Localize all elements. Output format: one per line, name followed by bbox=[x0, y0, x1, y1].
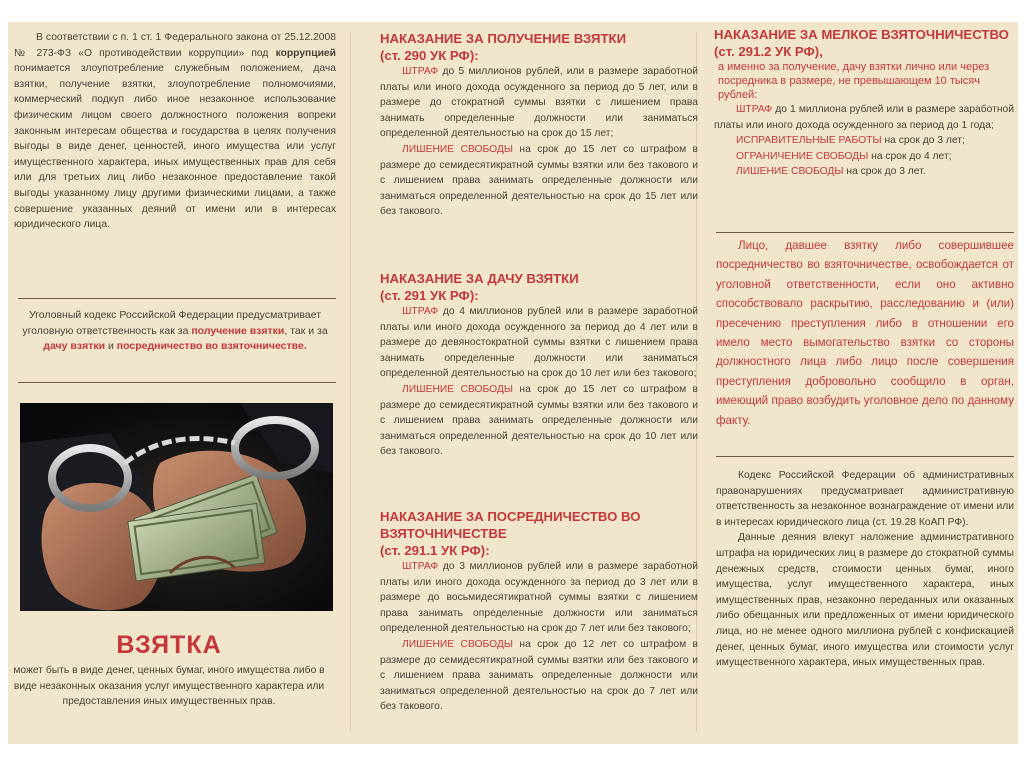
text-run: Уголовный кодекс Российской Федерации предусматривает уголовную ответственность как за bbox=[22, 309, 322, 337]
penalty-paragraph bbox=[380, 559, 698, 637]
divider-line bbox=[18, 382, 336, 383]
emphasis-text: посредничество во взяточничестве. bbox=[116, 340, 307, 353]
leaflet-sheet bbox=[8, 22, 1018, 744]
emphasis-text: ШТРАФ bbox=[402, 561, 439, 572]
penalty-line bbox=[714, 149, 1014, 165]
penalty-paragraph bbox=[714, 102, 1014, 133]
section-giving-bribe bbox=[380, 270, 698, 460]
emphasis-text: ОГРАНИЧЕНИЕ СВОБОДЫ bbox=[736, 150, 869, 162]
section-mediation bbox=[380, 508, 698, 715]
text-run: до 5 миллионов рублей, или в размере заработной платы или иного дохода осужденного за период до 5 лет, или в размере до стократной суммы взятки с лишением права занимать определенные должности или заниматься определенной деятельностью на срок до 15 лет; bbox=[380, 66, 698, 140]
emphasis-text: ИСПРАВИТЕЛЬНЫЕ РАБОТЫ bbox=[736, 135, 882, 147]
divider-line bbox=[716, 456, 1014, 457]
exemption-note: Лицо, давшее взятку либо совершившее посредничество во взяточничестве, освобождается от уголовной ответственности, если оно активно способствовало раскрытию, расследованию и (или) пресечению преступления либо в отношении его имело место вымогательство взятки со стороны должностного лица либо лицо после совершения преступления добровольно сообщило в орган, имеющий право возбудить уголовное дело по данному факту. bbox=[716, 239, 1014, 427]
text-run: , так и за bbox=[284, 324, 328, 337]
section-heading: НАКАЗАНИЕ ЗА ПОСРЕДНИЧЕСТВО ВО ВЗЯТОЧНИЧЕСТВЕ bbox=[380, 509, 641, 541]
corruption-definition bbox=[14, 30, 336, 233]
text-run: до 1 миллиона рублей или в размере заработной платы или иного дохода осужденного за период до 1 года; bbox=[714, 104, 1014, 131]
divider-line bbox=[716, 232, 1014, 233]
section-heading: НАКАЗАНИЕ ЗА ПОЛУЧЕНИЕ ВЗЯТКИ bbox=[380, 31, 627, 46]
admin-code-text: Кодекс Российской Федерации об административных правонарушениях предусматривает административную ответственность за незаконное вознаграждение от имени или в интересах юридического лица (ст. 19.28 КоАП РФ). bbox=[716, 470, 1014, 528]
text-run: до 4 миллионов рублей или в размере заработной платы или иного дохода осужденного за период до 4 лет или в размере до девяностократной суммы взятки с лишением права занимать определенные должности или заниматься определенной деятельностью на срок до 10 лет или без такового; bbox=[380, 306, 698, 380]
divider-line bbox=[18, 298, 336, 299]
emphasis-text: ЛИШЕНИЕ СВОБОДЫ bbox=[736, 166, 844, 178]
section-petty-bribery bbox=[714, 26, 1014, 180]
admin-fine-text: Данные деяния влекут наложение административного штрафа на юридических лиц в размере до стократной суммы денежных средств, стоимости ценных бумаг, иного имущества, услуг имущественного характера, иных имущественных прав, незаконно переданных или оказанных либо обещанных или предложенных от имени юридического лица, но не менее одного миллиона рублей с конфискацией денег, ценных бумаг, иного имущества или стоимости услуг имущественного характера, иных имущественных прав. bbox=[716, 532, 1014, 669]
penalty-paragraph bbox=[380, 64, 698, 142]
section-receiving-bribe bbox=[380, 30, 698, 220]
emphasis-text: дачу взятки bbox=[43, 340, 106, 353]
emphasis-text: ШТРАФ bbox=[402, 306, 439, 317]
emphasis-text: коррупцией bbox=[275, 47, 336, 59]
column-divider bbox=[350, 32, 351, 732]
admin-code-section bbox=[716, 468, 1014, 671]
bribe-description: может быть в виде денег, ценных бумаг, иного имущества либо в виде незаконных оказания услуг имущественного характера или предоставления иных имущественных прав. bbox=[13, 665, 325, 708]
section-subheading: (ст. 291.1 УК РФ): bbox=[380, 543, 490, 558]
text-run: на срок до 12 лет со штрафом в размере до семидесятикратной суммы взятки или без такового и с лишением права занимать определенные должности или заниматься определенной деятельностью на срок до 7 лет или без такового. bbox=[380, 638, 699, 713]
section-subheading: (ст. 291 УК РФ): bbox=[380, 288, 479, 303]
handcuffed-hands-with-money-image bbox=[20, 403, 333, 611]
emphasis-text: ШТРАФ bbox=[402, 66, 439, 77]
emphasis-text: ШТРАФ bbox=[736, 104, 773, 115]
penalty-line bbox=[714, 133, 1014, 149]
emphasis-text: ЛИШЕНИЕ СВОБОДЫ bbox=[402, 638, 514, 650]
bribe-title: ВЗЯТКА bbox=[116, 631, 222, 659]
section-heading: НАКАЗАНИЕ ЗА МЕЛКОЕ ВЗЯТОЧНИЧЕСТВО bbox=[714, 27, 1009, 42]
text-run: на срок до 15 лет со штрафом в размере до семидесятикратной суммы взятки или без такового и с лишением права занимать определенные должности или заниматься определенной деятельностью на срок до 10 лет или без такового. bbox=[380, 383, 699, 458]
section-subheading: (ст. 290 УК РФ): bbox=[380, 48, 479, 63]
penalty-line bbox=[714, 164, 1014, 180]
petty-bribery-scope: а именно за получение, дачу взятки лично или через посредника в размере, не превышающем 10 тысяч рублей: bbox=[718, 61, 990, 101]
section-heading: НАКАЗАНИЕ ЗА ДАЧУ ВЗЯТКИ bbox=[380, 271, 579, 286]
text-run: на срок до 15 лет со штрафом в размере до семидесятикратной суммы взятки или без такового и с лишением права занимать определенные должности или заниматься определенной деятельностью на срок до 15 лет или без такового. bbox=[380, 143, 699, 218]
text-run: на срок до 4 лет; bbox=[868, 150, 952, 162]
penalty-paragraph bbox=[380, 382, 698, 460]
text-run: на срок до 3 лет; bbox=[881, 135, 965, 147]
text-run: понимается злоупотребление служебным положением, дача взятки, получение взятки, злоупотребление полномочиями, коммерческий подкуп либо иное незаконное использование физическим лицом своего должностного положения вопреки законным интересам общества и государства в целях получения выгоды в виде денег, ценностей, иного имущества или услуг имущественного характера, иных имущественных прав для себя или для третьих лиц либо незаконное предоставление такой выгоды указанному лицу другими физическими лицами, а также совершение указанных деяний от имени или в интересах юридического лица. bbox=[14, 63, 336, 231]
emphasis-text: ЛИШЕНИЕ СВОБОДЫ bbox=[402, 143, 514, 155]
text-run: на срок до 3 лет. bbox=[843, 166, 926, 178]
text-run: и bbox=[105, 340, 117, 353]
text-run: до 3 миллионов рублей или в размере заработной платы или иного дохода осужденного за период до 3 лет или в размере до восьмидесятикратной суммы взятки с лишением права занимать определенные должности или заниматься определенной деятельностью на срок до 7 лет или без такового; bbox=[380, 561, 698, 635]
emphasis-text: получение взятки bbox=[191, 324, 285, 337]
penalty-paragraph bbox=[380, 142, 698, 220]
section-subheading: (ст. 291.2 УК РФ), bbox=[714, 44, 823, 59]
criminal-code-note bbox=[22, 308, 328, 355]
text-run: В соответствии с п. 1 ст. 1 Федерального закона от 25.12.2008 № 273-ФЗ «О противодействии коррупции» под bbox=[14, 32, 336, 59]
penalty-paragraph bbox=[380, 304, 698, 382]
emphasis-text: ЛИШЕНИЕ СВОБОДЫ bbox=[402, 383, 514, 395]
penalty-paragraph bbox=[380, 637, 698, 715]
